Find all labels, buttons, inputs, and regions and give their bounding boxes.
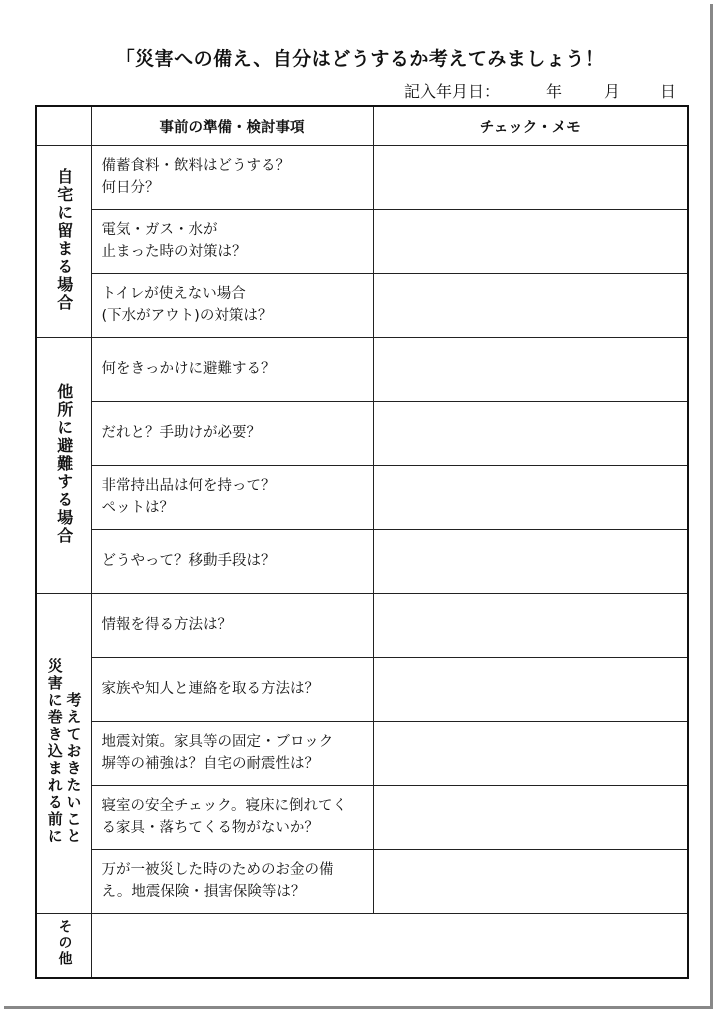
section-label-stay-home: 自宅に留まる場合	[36, 146, 91, 338]
table-row	[36, 338, 688, 402]
table-row	[36, 786, 688, 850]
item-cell: 非常持出品は何を持って？ ペットは？	[91, 466, 373, 530]
table-row	[36, 210, 688, 274]
memo-cell[interactable]	[373, 530, 688, 594]
memo-cell[interactable]	[373, 210, 688, 274]
other-memo-cell[interactable]	[91, 914, 688, 978]
page-title: 「災害への備え、自分はどうするか考えてみましょう！	[115, 48, 605, 70]
memo-cell[interactable]	[373, 722, 688, 786]
header-category	[36, 106, 91, 146]
table-row	[36, 722, 688, 786]
item-cell: 何をきっかけに避難する？	[91, 338, 373, 402]
date-entry-line	[404, 79, 676, 102]
item-cell: 情報を得る方法は？	[91, 594, 373, 658]
header-items: 事前の準備・検討事項	[91, 106, 373, 146]
table-row	[36, 594, 688, 658]
item-cell: 寝室の安全チェック。寝床に倒れてく る家具・落ちてくる物がないか？	[91, 786, 373, 850]
section-label-evacuate: 他所に避難する場合	[36, 338, 91, 594]
memo-cell[interactable]	[373, 594, 688, 658]
item-cell: 地震対策。家具等の固定・ブロック 塀等の補強は？自宅の耐震性は？	[91, 722, 373, 786]
header-memo: チェック・メモ	[373, 106, 688, 146]
item-cell: どうやって？移動手段は？	[91, 530, 373, 594]
date-month-label: 月	[604, 82, 621, 101]
date-year-label: 年	[546, 82, 563, 101]
item-cell: トイレが使えない場合 (下水がアウト)の対策は？	[91, 274, 373, 338]
preparation-form-table	[35, 105, 689, 979]
memo-cell[interactable]	[373, 850, 688, 914]
memo-cell[interactable]	[373, 274, 688, 338]
date-day-label: 日	[660, 82, 677, 101]
item-cell: 家族や知人と連絡を取る方法は？	[91, 658, 373, 722]
table-row-other	[36, 914, 688, 978]
table-row	[36, 146, 688, 210]
table-row	[36, 530, 688, 594]
memo-cell[interactable]	[373, 466, 688, 530]
date-label: 記入年月日：	[404, 82, 501, 101]
item-cell: 万が一被災した時のためのお金の備 え。地震保険・損害保険等は？	[91, 850, 373, 914]
memo-cell[interactable]	[373, 402, 688, 466]
item-cell: 電気・ガス・水が 止まった時の対策は？	[91, 210, 373, 274]
item-cell: 備蓄食料・飲料はどうする？ 何日分？	[91, 146, 373, 210]
item-cell: だれと？手助けが必要？	[91, 402, 373, 466]
table-row	[36, 466, 688, 530]
table-row	[36, 274, 688, 338]
table-row	[36, 658, 688, 722]
memo-cell[interactable]	[373, 338, 688, 402]
header-row	[36, 106, 688, 146]
table-row	[36, 402, 688, 466]
table-row	[36, 850, 688, 914]
section-label-other: その他	[36, 914, 91, 978]
memo-cell[interactable]	[373, 658, 688, 722]
memo-cell[interactable]	[373, 146, 688, 210]
section-label-think-ahead: 災害に巻き込まれる前に考えておきたいこと	[36, 594, 91, 914]
memo-cell[interactable]	[373, 786, 688, 850]
